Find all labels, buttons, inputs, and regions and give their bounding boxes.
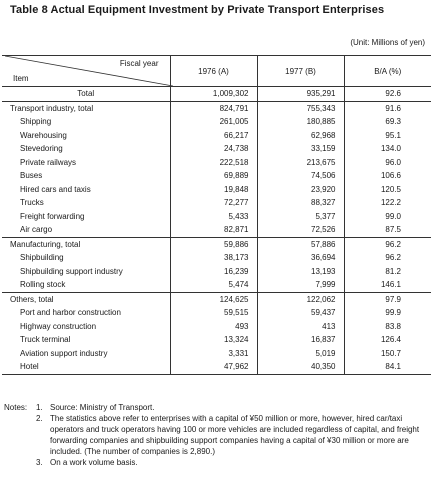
table-row: [2, 360, 431, 374]
notes-section: [4, 402, 429, 468]
row-label: Rolling stock: [20, 280, 66, 290]
row-label: Manufacturing, total: [2, 237, 170, 251]
header-item: Item: [13, 74, 29, 83]
total-1976: 1,009,302: [170, 87, 257, 102]
value-1976: 824,791: [170, 101, 257, 115]
ratio: 122.2: [344, 196, 431, 210]
table-row: [2, 265, 431, 279]
row-label: Truck terminal: [20, 335, 71, 345]
table-row: [2, 278, 431, 292]
group-total-row: [2, 292, 431, 306]
value-1976: 222,518: [170, 156, 257, 170]
row-label: Warehousing: [20, 130, 67, 140]
value-1976: 72,277: [170, 196, 257, 210]
table-row: [2, 306, 431, 320]
header-col-1976: 1976 (A): [170, 56, 257, 87]
group-total-row: [2, 101, 431, 115]
row-label: Freight forwarding: [20, 211, 85, 221]
value-1976: 19,848: [170, 183, 257, 197]
row-label: Trucks: [20, 198, 44, 208]
value-1976: 82,871: [170, 223, 257, 237]
value-1976: 13,324: [170, 333, 257, 347]
value-1977: 5,377: [257, 210, 344, 224]
ratio: 96.2: [344, 251, 431, 265]
value-1976: 59,515: [170, 306, 257, 320]
row-label: Shipping: [20, 117, 52, 127]
total-row: [2, 87, 431, 102]
value-1977: 413: [257, 320, 344, 334]
value-1976: 16,239: [170, 265, 257, 279]
value-1977: 23,920: [257, 183, 344, 197]
row-label: Others, total: [2, 292, 170, 306]
value-1977: 180,885: [257, 115, 344, 129]
value-1977: 57,886: [257, 237, 344, 251]
header-col-ratio: B/A (%): [344, 56, 431, 87]
value-1976: 5,474: [170, 278, 257, 292]
ratio: 91.6: [344, 101, 431, 115]
notes-label: Notes:: [4, 403, 28, 412]
table-row: [2, 196, 431, 210]
value-1977: 62,968: [257, 129, 344, 143]
ratio: 120.5: [344, 183, 431, 197]
ratio: 97.9: [344, 292, 431, 306]
row-label: Port and harbor construction: [20, 308, 121, 318]
table-row: [2, 169, 431, 183]
ratio: 99.9: [344, 306, 431, 320]
row-label: Buses: [20, 171, 43, 181]
table-title: Table 8 Actual Equipment Investment by Private Transport Enterprises: [10, 4, 385, 16]
ratio: 87.5: [344, 223, 431, 237]
group-total-row: [2, 237, 431, 251]
table-row: [2, 320, 431, 334]
row-label: Shipbuilding: [20, 253, 64, 263]
note-text: Source: Ministry of Transport.: [50, 403, 155, 412]
ratio: 134.0: [344, 142, 431, 156]
value-1976: 124,625: [170, 292, 257, 306]
value-1977: 33,159: [257, 142, 344, 156]
value-1977: 122,062: [257, 292, 344, 306]
value-1976: 24,738: [170, 142, 257, 156]
table-row: [2, 210, 431, 224]
table-row: [2, 156, 431, 170]
header-fiscal-year: Fiscal year: [119, 59, 159, 68]
value-1976: 261,005: [170, 115, 257, 129]
value-1977: 59,437: [257, 306, 344, 320]
row-label: Hired cars and taxis: [20, 184, 91, 194]
note-item: [4, 402, 429, 413]
value-1976: 5,433: [170, 210, 257, 224]
note-item: [4, 413, 429, 457]
total-1977: 935,291: [257, 87, 344, 102]
value-1977: 36,694: [257, 251, 344, 265]
row-label: Transport industry, total: [2, 101, 170, 115]
value-1976: 69,889: [170, 169, 257, 183]
row-label: Shipbuilding support industry: [20, 266, 123, 276]
note-number: 2.: [36, 414, 43, 423]
value-1976: 38,173: [170, 251, 257, 265]
header-item-cell: [2, 56, 170, 87]
notes-label: [4, 457, 36, 468]
value-1977: 72,526: [257, 223, 344, 237]
ratio: 126.4: [344, 333, 431, 347]
row-label: Air cargo: [20, 225, 53, 235]
row-label: Private railways: [20, 157, 77, 167]
total-ratio: 92.6: [344, 87, 431, 102]
header-row: [2, 56, 431, 87]
note-number: 1.: [36, 403, 43, 412]
value-1977: 40,350: [257, 360, 344, 374]
table-row: [2, 183, 431, 197]
row-label: Aviation support industry: [20, 348, 108, 358]
value-1977: 88,327: [257, 196, 344, 210]
total-label: Total: [2, 87, 170, 102]
table-row: [2, 333, 431, 347]
row-label: Hotel: [2, 360, 170, 374]
ratio: 96.2: [344, 237, 431, 251]
ratio: 69.3: [344, 115, 431, 129]
value-1977: 213,675: [257, 156, 344, 170]
value-1976: 3,331: [170, 347, 257, 361]
value-1977: 16,837: [257, 333, 344, 347]
ratio: 83.8: [344, 320, 431, 334]
note-text: On a work volume basis.: [50, 458, 138, 467]
value-1977: 13,193: [257, 265, 344, 279]
ratio: 84.1: [344, 360, 431, 374]
unit-label: (Unit: Millions of yen): [350, 38, 425, 47]
value-1976: 59,886: [170, 237, 257, 251]
table-row: [2, 251, 431, 265]
ratio: 96.0: [344, 156, 431, 170]
value-1977: 755,343: [257, 101, 344, 115]
value-1977: 7,999: [257, 278, 344, 292]
investment-table: [2, 55, 431, 375]
ratio: 106.6: [344, 169, 431, 183]
note-item: [4, 457, 429, 468]
table-row: [2, 129, 431, 143]
ratio: 146.1: [344, 278, 431, 292]
value-1976: 47,962: [170, 360, 257, 374]
ratio: 150.7: [344, 347, 431, 361]
notes-label: [4, 413, 36, 457]
value-1977: 74,506: [257, 169, 344, 183]
header-col-1977: 1977 (B): [257, 56, 344, 87]
table-row: [2, 142, 431, 156]
ratio: 81.2: [344, 265, 431, 279]
value-1977: 5,019: [257, 347, 344, 361]
value-1976: 66,217: [170, 129, 257, 143]
note-text: The statistics above refer to enterprises with a capital of ¥50 million or more, however, hired car/taxi operators and truck operators having 100 or more vehicles are included regardless of capital, and freight forwarding companies and shipbuilding support companies having a capital of ¥30 million or more are included. (The number of companies is 2,890.): [50, 414, 420, 456]
ratio: 99.0: [344, 210, 431, 224]
row-label: Stevedoring: [20, 144, 63, 154]
table-row: [2, 223, 431, 237]
note-number: 3.: [36, 458, 43, 467]
ratio: 95.1: [344, 129, 431, 143]
row-label: Highway construction: [20, 321, 97, 331]
table-row: [2, 115, 431, 129]
value-1976: 493: [170, 320, 257, 334]
table-row: [2, 347, 431, 361]
